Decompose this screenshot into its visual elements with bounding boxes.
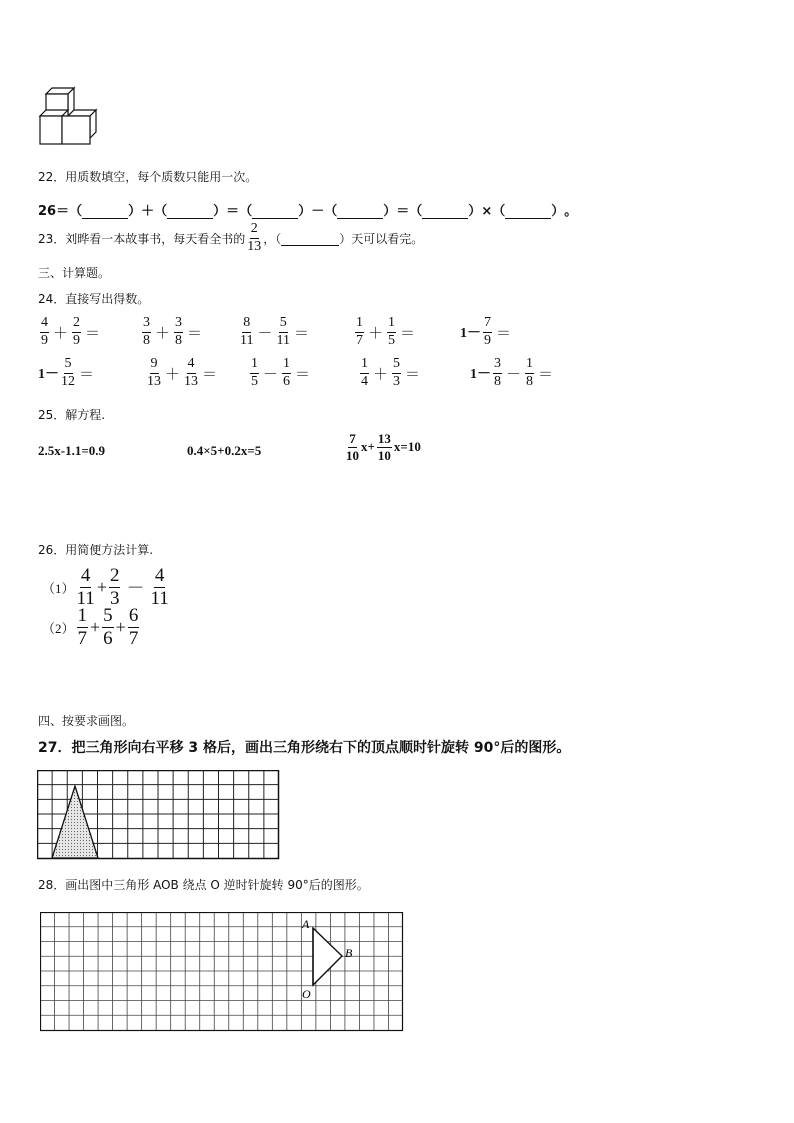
point-b-label: B [345, 946, 353, 960]
q25-equation-1: 2.5x-1.1=0.9 [38, 443, 105, 458]
q24-row2-expr-5: 1－ $\frac{3}{8}$ － $\frac{1}{8}$ ＝ [470, 356, 554, 389]
q22-blank-4[interactable] [337, 218, 383, 219]
q22-blank-3[interactable] [252, 218, 298, 219]
q24-row1-expr-2: $\frac{3}{8}$ ＋ $\frac{3}{8}$ ＝ [143, 315, 203, 348]
q22-lhs: 26＝ [38, 204, 70, 219]
q27-label: 27．把三角形向右平移 3 格后，画出三角形绕右下的顶点顺时针旋转 90°后的图形。 [38, 740, 571, 756]
q24-label: 24．直接写出得数。 [38, 292, 150, 306]
point-a-label: A [302, 917, 310, 931]
q24-row2-expr-4: $\frac{1}{4}$ ＋ $\frac{5}{3}$ ＝ [361, 356, 421, 389]
section-3-heading: 三、计算题。 [38, 266, 111, 280]
q24-row2-expr-3: $\frac{1}{5}$ － $\frac{1}{6}$ ＝ [251, 356, 311, 389]
q22-label: 22．用质数填空，每个质数只能用一次。 [38, 170, 258, 184]
q22-blank-1[interactable] [82, 218, 128, 219]
q23-blank[interactable] [281, 245, 339, 246]
q25-equation-3: $\frac{7}{10}$ x+ $\frac{13}{10}$ x=10 [346, 431, 421, 463]
q24-row1-expr-4: $\frac{1}{7}$ ＋ $\frac{1}{5}$ ＝ [356, 315, 416, 348]
q23-prefix: 23．刘晔看一本故事书，每天看全书的 [38, 231, 246, 246]
section-4-heading: 四、按要求画图。 [38, 714, 135, 728]
q23-fraction: $\frac{2}{13}$ [247, 221, 262, 254]
q22-blank-6[interactable] [505, 218, 551, 219]
q26-problem-1: （1） $\frac{4}{11}$ + $\frac{2}{3}$ － $\frac{4}{11}$ [42, 565, 169, 609]
q25-equation-2: 0.4×5+0.2x=5 [187, 443, 262, 458]
q28-label: 28．画出图中三角形 AOB 绕点 O 逆时针旋转 90°后的图形。 [38, 878, 369, 892]
q22-blank-5[interactable] [422, 218, 468, 219]
triangle-aob [313, 928, 342, 985]
q24-row1-expr-3: $\frac{8}{11}$ － $\frac{5}{11}$ ＝ [240, 315, 309, 348]
q24-row1-expr-5: 1－ $\frac{7}{9}$ ＝ [460, 315, 512, 348]
q27-shaded-triangle [52, 786, 98, 858]
q26-problem-2: （2） $\frac{1}{7}$ + $\frac{5}{6}$ + $\frac{6}{7}$ [42, 605, 139, 649]
cube-stack-figure [36, 86, 102, 148]
q24-row2-expr-2: $\frac{9}{13}$ ＋ $\frac{4}{13}$ ＝ [147, 356, 218, 389]
q26-label: 26．用简便方法计算. [38, 543, 154, 557]
q24-row2-expr-1: 1－ $\frac{5}{12}$ ＝ [38, 356, 95, 389]
q28-grid[interactable] [40, 912, 404, 1032]
q24-row1-expr-1: $\frac{4}{9}$ ＋ $\frac{2}{9}$ ＝ [41, 315, 101, 348]
point-o-label: O [302, 987, 311, 1001]
q25-label: 25．解方程. [38, 408, 106, 422]
q22-equation: 26＝ （ ） ＋ （ ） ＝ （ ） － （ ） ＝ （ ） × （ ） 。 [38, 200, 577, 219]
q22-blank-2[interactable] [167, 218, 213, 219]
q27-grid[interactable] [37, 770, 280, 860]
q23-line: 23．刘晔看一本故事书，每天看全书的 $\frac{2}{13}$ ，（ ）天可以看完。 [38, 221, 424, 254]
